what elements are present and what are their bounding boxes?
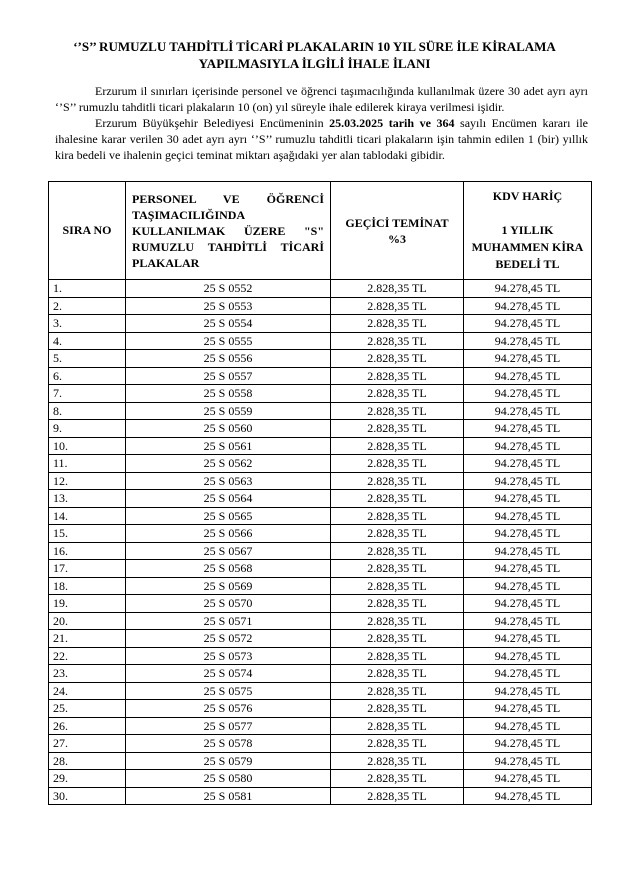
cell-kira-bedeli: 94.278,45 TL: [464, 490, 592, 508]
cell-teminat: 2.828,35 TL: [331, 490, 464, 508]
cell-teminat: 2.828,35 TL: [331, 455, 464, 473]
cell-plaka: 25 S 0577: [126, 717, 331, 735]
cell-sira-no: 9.: [49, 420, 126, 438]
cell-sira-no: 20.: [49, 612, 126, 630]
cell-plaka: 25 S 0552: [126, 280, 331, 298]
table-row: [49, 525, 592, 543]
cell-plaka: 25 S 0573: [126, 647, 331, 665]
table-row: [49, 612, 592, 630]
table-row: [49, 490, 592, 508]
title-line-1: ‘’S’’ RUMUZLU TAHDİTLİ TİCARİ PLAKALARIN 10 YIL SÜRE İLE KİRALAMA: [73, 39, 556, 54]
cell-teminat: 2.828,35 TL: [331, 385, 464, 403]
cell-plaka: 25 S 0568: [126, 560, 331, 578]
cell-kira-bedeli: 94.278,45 TL: [464, 665, 592, 683]
table-row: [49, 630, 592, 648]
cell-sira-no: 23.: [49, 665, 126, 683]
cell-plaka: 25 S 0565: [126, 507, 331, 525]
cell-kira-bedeli: 94.278,45 TL: [464, 507, 592, 525]
cell-plaka: 25 S 0581: [126, 787, 331, 805]
cell-kira-bedeli: 94.278,45 TL: [464, 385, 592, 403]
cell-plaka: 25 S 0580: [126, 770, 331, 788]
cell-kira-bedeli: 94.278,45 TL: [464, 630, 592, 648]
cell-kira-bedeli: 94.278,45 TL: [464, 682, 592, 700]
decision-text-part1: Erzurum Büyükşehir Belediyesi Encümeninin: [95, 116, 330, 130]
cell-teminat: 2.828,35 TL: [331, 437, 464, 455]
table-row: [49, 385, 592, 403]
table-row: [49, 717, 592, 735]
cell-plaka: 25 S 0564: [126, 490, 331, 508]
cell-kira-bedeli: 94.278,45 TL: [464, 280, 592, 298]
cell-kira-bedeli: 94.278,45 TL: [464, 647, 592, 665]
cell-teminat: 2.828,35 TL: [331, 472, 464, 490]
cell-plaka: 25 S 0569: [126, 577, 331, 595]
cell-kira-bedeli: 94.278,45 TL: [464, 420, 592, 438]
table-row: [49, 560, 592, 578]
header-sira-no: SIRA NO: [49, 182, 126, 280]
cell-teminat: 2.828,35 TL: [331, 297, 464, 315]
table-row: [49, 542, 592, 560]
cell-plaka: 25 S 0566: [126, 525, 331, 543]
cell-sira-no: 2.: [49, 297, 126, 315]
cell-kira-bedeli: 94.278,45 TL: [464, 577, 592, 595]
cell-kira-bedeli: 94.278,45 TL: [464, 560, 592, 578]
cell-kira-bedeli: 94.278,45 TL: [464, 315, 592, 333]
cell-sira-no: 16.: [49, 542, 126, 560]
cell-teminat: 2.828,35 TL: [331, 595, 464, 613]
cell-kira-bedeli: 94.278,45 TL: [464, 700, 592, 718]
cell-kira-bedeli: 94.278,45 TL: [464, 612, 592, 630]
cell-plaka: 25 S 0567: [126, 542, 331, 560]
table-row: [49, 787, 592, 805]
table-row: [49, 332, 592, 350]
cell-teminat: 2.828,35 TL: [331, 542, 464, 560]
cell-sira-no: 14.: [49, 507, 126, 525]
table-row: [49, 647, 592, 665]
cell-teminat: 2.828,35 TL: [331, 770, 464, 788]
cell-sira-no: 3.: [49, 315, 126, 333]
cell-plaka: 25 S 0572: [126, 630, 331, 648]
cell-teminat: 2.828,35 TL: [331, 560, 464, 578]
cell-teminat: 2.828,35 TL: [331, 647, 464, 665]
cell-teminat: 2.828,35 TL: [331, 280, 464, 298]
table-row: [49, 455, 592, 473]
cell-plaka: 25 S 0557: [126, 367, 331, 385]
cell-sira-no: 21.: [49, 630, 126, 648]
table-row: [49, 367, 592, 385]
table-header-row: [49, 182, 592, 280]
cell-kira-bedeli: 94.278,45 TL: [464, 437, 592, 455]
cell-plaka: 25 S 0561: [126, 437, 331, 455]
table-row: [49, 315, 592, 333]
cell-kira-bedeli: 94.278,45 TL: [464, 367, 592, 385]
cell-plaka: 25 S 0554: [126, 315, 331, 333]
cell-teminat: 2.828,35 TL: [331, 525, 464, 543]
cell-teminat: 2.828,35 TL: [331, 787, 464, 805]
table-row: [49, 577, 592, 595]
cell-kira-bedeli: 94.278,45 TL: [464, 350, 592, 368]
cell-kira-bedeli: 94.278,45 TL: [464, 472, 592, 490]
cell-teminat: 2.828,35 TL: [331, 507, 464, 525]
plate-table: [48, 181, 592, 805]
cell-plaka: 25 S 0553: [126, 297, 331, 315]
header-plakalar: PERSONEL VE ÖĞRENCİ TAŞIMACILIĞINDA KULLANILMAK ÜZERE "S" RUMUZLU TAHDİTLİ TİCARİ PLAKALAR: [126, 182, 331, 280]
table-row: [49, 350, 592, 368]
cell-teminat: 2.828,35 TL: [331, 315, 464, 333]
cell-plaka: 25 S 0555: [126, 332, 331, 350]
intro-paragraph: Erzurum il sınırları içerisinde personel ve öğrenci taşımacılığında kullanılmak üzere 30 adet ayrı ayrı ‘’S’’ rumuzlu tahditli ticari plakaların 10 (on) yıl süreyle ihale edilerek kiraya verilmesi işidir.: [55, 84, 588, 114]
table-row: [49, 472, 592, 490]
cell-teminat: 2.828,35 TL: [331, 700, 464, 718]
cell-teminat: 2.828,35 TL: [331, 577, 464, 595]
cell-kira-bedeli: 94.278,45 TL: [464, 595, 592, 613]
decision-paragraph: [55, 115, 588, 163]
header-kdv-haric: KDV HARİÇ: [492, 189, 563, 203]
table-row: [49, 770, 592, 788]
header-yillik-kira: 1 YILLIK MUHAMMEN KİRA BEDELİ TL: [471, 223, 584, 271]
cell-sira-no: 22.: [49, 647, 126, 665]
cell-sira-no: 4.: [49, 332, 126, 350]
cell-teminat: 2.828,35 TL: [331, 752, 464, 770]
table-row: [49, 665, 592, 683]
table-row: [49, 595, 592, 613]
cell-teminat: 2.828,35 TL: [331, 420, 464, 438]
cell-kira-bedeli: 94.278,45 TL: [464, 770, 592, 788]
cell-kira-bedeli: 94.278,45 TL: [464, 297, 592, 315]
cell-sira-no: 27.: [49, 735, 126, 753]
cell-plaka: 25 S 0559: [126, 402, 331, 420]
cell-kira-bedeli: 94.278,45 TL: [464, 787, 592, 805]
cell-sira-no: 11.: [49, 455, 126, 473]
table-row: [49, 700, 592, 718]
table-row: [49, 402, 592, 420]
cell-plaka: 25 S 0570: [126, 595, 331, 613]
table-row: [49, 735, 592, 753]
cell-plaka: 25 S 0574: [126, 665, 331, 683]
cell-sira-no: 30.: [49, 787, 126, 805]
cell-plaka: 25 S 0579: [126, 752, 331, 770]
cell-plaka: 25 S 0556: [126, 350, 331, 368]
cell-sira-no: 8.: [49, 402, 126, 420]
cell-sira-no: 19.: [49, 595, 126, 613]
cell-teminat: 2.828,35 TL: [331, 717, 464, 735]
cell-teminat: 2.828,35 TL: [331, 350, 464, 368]
cell-kira-bedeli: 94.278,45 TL: [464, 525, 592, 543]
cell-sira-no: 25.: [49, 700, 126, 718]
cell-sira-no: 15.: [49, 525, 126, 543]
cell-plaka: 25 S 0560: [126, 420, 331, 438]
table-row: [49, 507, 592, 525]
document-title: [0, 38, 629, 72]
cell-sira-no: 29.: [49, 770, 126, 788]
title-line-2: YAPILMASIYLA İLGİLİ İHALE İLANI: [198, 56, 431, 71]
cell-plaka: 25 S 0575: [126, 682, 331, 700]
cell-teminat: 2.828,35 TL: [331, 682, 464, 700]
cell-sira-no: 5.: [49, 350, 126, 368]
header-gecici-teminat: GEÇİCİ TEMİNAT %3: [331, 182, 464, 280]
cell-sira-no: 24.: [49, 682, 126, 700]
cell-sira-no: 7.: [49, 385, 126, 403]
cell-teminat: 2.828,35 TL: [331, 367, 464, 385]
table-row: [49, 752, 592, 770]
cell-plaka: 25 S 0562: [126, 455, 331, 473]
decision-date-number: 25.03.2025 tarih ve 364: [329, 116, 455, 130]
cell-kira-bedeli: 94.278,45 TL: [464, 332, 592, 350]
cell-sira-no: 13.: [49, 490, 126, 508]
header-kira-bedeli: [464, 182, 592, 280]
cell-plaka: 25 S 0563: [126, 472, 331, 490]
cell-sira-no: 28.: [49, 752, 126, 770]
decision-text-part2: sayılı Encümen kararı ile ihalesine karar verilen 30 adet ayrı ayrı ‘’S’’ rumuzlu tahditli ticari plakaların işin tahmin edilen 1 (bir) yıllık kira bedeli ve ihalenin geçici teminat miktarı aşağıdaki yer alan tablodaki gibidir.: [55, 116, 589, 162]
cell-kira-bedeli: 94.278,45 TL: [464, 542, 592, 560]
cell-kira-bedeli: 94.278,45 TL: [464, 717, 592, 735]
cell-kira-bedeli: 94.278,45 TL: [464, 735, 592, 753]
cell-kira-bedeli: 94.278,45 TL: [464, 752, 592, 770]
cell-teminat: 2.828,35 TL: [331, 735, 464, 753]
cell-sira-no: 1.: [49, 280, 126, 298]
cell-teminat: 2.828,35 TL: [331, 332, 464, 350]
cell-sira-no: 26.: [49, 717, 126, 735]
table-row: [49, 280, 592, 298]
cell-plaka: 25 S 0578: [126, 735, 331, 753]
cell-kira-bedeli: 94.278,45 TL: [464, 455, 592, 473]
cell-teminat: 2.828,35 TL: [331, 630, 464, 648]
cell-plaka: 25 S 0558: [126, 385, 331, 403]
cell-kira-bedeli: 94.278,45 TL: [464, 402, 592, 420]
cell-sira-no: 10.: [49, 437, 126, 455]
cell-sira-no: 12.: [49, 472, 126, 490]
table-row: [49, 297, 592, 315]
cell-plaka: 25 S 0576: [126, 700, 331, 718]
cell-sira-no: 18.: [49, 577, 126, 595]
cell-sira-no: 17.: [49, 560, 126, 578]
table-row: [49, 437, 592, 455]
cell-teminat: 2.828,35 TL: [331, 665, 464, 683]
cell-teminat: 2.828,35 TL: [331, 402, 464, 420]
cell-plaka: 25 S 0571: [126, 612, 331, 630]
cell-teminat: 2.828,35 TL: [331, 612, 464, 630]
table-body: [49, 280, 592, 805]
cell-sira-no: 6.: [49, 367, 126, 385]
table-row: [49, 420, 592, 438]
table-row: [49, 682, 592, 700]
